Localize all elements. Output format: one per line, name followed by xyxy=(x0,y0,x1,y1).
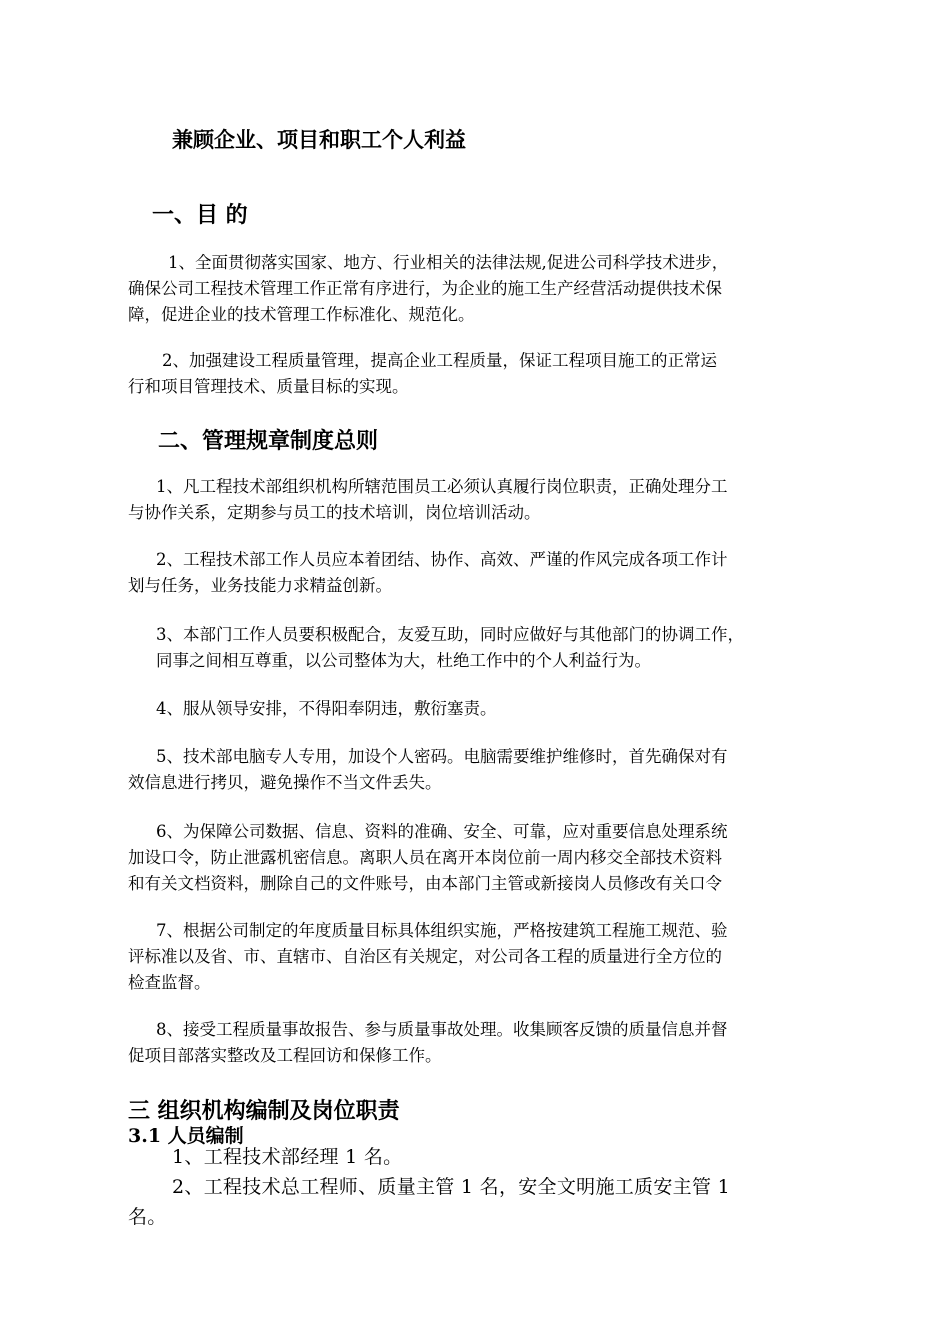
paragraph-line: 2、加强建设工程质量管理，提高企业工程质量，保证工程项目施工的正常运 xyxy=(162,351,717,370)
paragraph-line: 和有关文档资料，删除自己的文件账号，由本部门主管或新接岗人员修改有关口令 xyxy=(128,874,722,893)
paragraph-line: 1、凡工程技术部组织机构所辖范围员工必须认真履行岗位职责，正确处理分工 xyxy=(156,477,728,496)
paragraph-line: 检查监督。 xyxy=(128,973,211,992)
paragraph-line: 6、为保障公司数据、信息、资料的准确、安全、可靠，应对重要信息处理系统 xyxy=(156,822,728,841)
paragraph-line: 8、接受工程质量事故报告、参与质量事故处理。收集顾客反馈的质量信息并督 xyxy=(156,1020,728,1039)
paragraph-line: 3、本部门工作人员要积极配合，友爱互助，同时应做好与其他部门的协调工作， xyxy=(156,625,744,644)
paragraph-line: 障，促进企业的技术管理工作标准化、规范化。 xyxy=(128,305,475,324)
paragraph-line: 划与任务，业务技能力求精益创新。 xyxy=(128,576,392,595)
paragraph-line: 5、技术部电脑专人专用，加设个人密码。电脑需要维护维修时，首先确保对有 xyxy=(156,747,728,766)
section-2-heading: 二、管理规章制度总则 xyxy=(158,428,379,454)
section-1-paragraph-1 xyxy=(128,250,728,328)
section-2-paragraph-2 xyxy=(128,547,728,599)
paragraph-line: 4、服从领导安排，不得阳奉阴违，敷衍塞责。 xyxy=(156,699,497,718)
section-3-staffing-list xyxy=(128,1142,730,1232)
paragraph-line: 行和项目管理技术、质量目标的实现。 xyxy=(128,377,409,396)
list-item: 2、工程技术总工程师、质量主管 1 名，安全文明施工质安主管 1 xyxy=(172,1176,730,1198)
section-2-paragraph-3 xyxy=(128,622,744,674)
paragraph-line: 确保公司工程技术管理工作正常有序进行，为企业的施工生产经营活动提供技术保 xyxy=(128,279,722,298)
list-item-continuation: 名。 xyxy=(128,1206,167,1228)
section-2-paragraph-8 xyxy=(128,1017,728,1069)
section-1-heading: 一、目 的 xyxy=(152,202,248,228)
paragraph-line: 加设口令，防止泄露机密信息。离职人员在离开本岗位前一周内移交全部技术资料 xyxy=(128,848,722,867)
paragraph-line: 与协作关系，定期参与员工的技术培训，岗位培训活动。 xyxy=(128,503,541,522)
top-line-heading: 兼顾企业、项目和职工个人利益 xyxy=(172,127,466,152)
section-2-paragraph-7 xyxy=(128,918,728,996)
section-3-subheading: 3.1 人员编制 xyxy=(128,1125,244,1147)
paragraph-line: 2、工程技术部工作人员应本着团结、协作、高效、严谨的作风完成各项工作计 xyxy=(156,550,728,569)
paragraph-line: 效信息进行拷贝，避免操作不当文件丢失。 xyxy=(128,773,442,792)
section-2-paragraph-1 xyxy=(128,474,728,526)
section-2-paragraph-6 xyxy=(128,819,728,897)
paragraph-line: 同事之间相互尊重，以公司整体为大，杜绝工作中的个人利益行为。 xyxy=(156,651,651,670)
paragraph-line: 评标准以及省、市、直辖市、自治区有关规定，对公司各工程的质量进行全方位的 xyxy=(128,947,722,966)
section-2-paragraph-5 xyxy=(128,744,728,796)
section-3-heading: 三 组织机构编制及岗位职责 xyxy=(128,1098,400,1124)
list-item: 1、工程技术部经理 1 名。 xyxy=(172,1146,403,1168)
paragraph-line: 1、全面贯彻落实国家、地方、行业相关的法律法规,促进公司科学技术进步， xyxy=(168,253,729,272)
paragraph-line: 促项目部落实整改及工程回访和保修工作。 xyxy=(128,1046,442,1065)
paragraph-line: 7、根据公司制定的年度质量目标具体组织实施，严格按建筑工程施工规范、验 xyxy=(156,921,728,940)
section-2-paragraph-4 xyxy=(128,696,497,722)
section-1-paragraph-2 xyxy=(128,348,717,400)
